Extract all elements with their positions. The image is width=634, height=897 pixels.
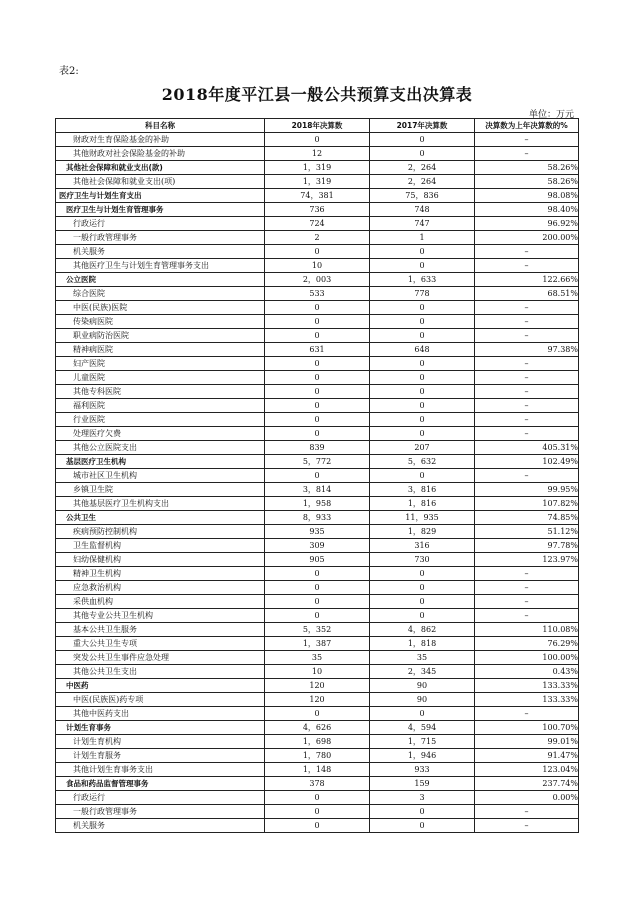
value-2018-cell: 2，003 bbox=[265, 273, 370, 287]
value-2018-cell: 935 bbox=[265, 525, 370, 539]
table-row bbox=[56, 721, 579, 735]
table-row bbox=[56, 231, 579, 245]
subject-cell: 公立医院 bbox=[56, 273, 265, 287]
table-row bbox=[56, 609, 579, 623]
ratio-cell: – bbox=[475, 385, 579, 399]
value-2018-cell: 0 bbox=[265, 427, 370, 441]
value-2018-cell: 3，814 bbox=[265, 483, 370, 497]
value-2018-cell: 1，319 bbox=[265, 175, 370, 189]
ratio-cell: – bbox=[475, 609, 579, 623]
subject-cell: 其他专业公共卫生机构 bbox=[56, 609, 265, 623]
value-2017-cell: 1，633 bbox=[370, 273, 475, 287]
ratio-cell: – bbox=[475, 259, 579, 273]
value-2018-cell: 4，626 bbox=[265, 721, 370, 735]
table-row bbox=[56, 357, 579, 371]
table-row bbox=[56, 623, 579, 637]
subject-cell: 财政对生育保险基金的补助 bbox=[56, 133, 265, 147]
value-2017-cell: 75，836 bbox=[370, 189, 475, 203]
ratio-cell: 200.00% bbox=[475, 231, 579, 245]
value-2018-cell: 309 bbox=[265, 539, 370, 553]
value-2017-cell: 90 bbox=[370, 679, 475, 693]
ratio-cell: 96.92% bbox=[475, 217, 579, 231]
ratio-cell: 99.01% bbox=[475, 735, 579, 749]
value-2017-cell: 0 bbox=[370, 567, 475, 581]
table-row bbox=[56, 147, 579, 161]
value-2018-cell: 0 bbox=[265, 595, 370, 609]
value-2017-cell: 5，632 bbox=[370, 455, 475, 469]
table-row bbox=[56, 749, 579, 763]
table-row bbox=[56, 287, 579, 301]
ratio-cell: 123.97% bbox=[475, 553, 579, 567]
value-2018-cell: 10 bbox=[265, 259, 370, 273]
value-2017-cell: 0 bbox=[370, 399, 475, 413]
subject-cell: 一般行政管理事务 bbox=[56, 231, 265, 245]
subject-cell: 机关服务 bbox=[56, 819, 265, 833]
subject-cell: 重大公共卫生专项 bbox=[56, 637, 265, 651]
value-2017-cell: 0 bbox=[370, 609, 475, 623]
subject-cell: 其他中医药支出 bbox=[56, 707, 265, 721]
value-2017-cell: 0 bbox=[370, 595, 475, 609]
table-row bbox=[56, 665, 579, 679]
subject-cell: 基本公共卫生服务 bbox=[56, 623, 265, 637]
subject-cell: 应急救治机构 bbox=[56, 581, 265, 595]
ratio-cell: – bbox=[475, 469, 579, 483]
header-row bbox=[56, 119, 579, 133]
table-row bbox=[56, 679, 579, 693]
ratio-cell: 97.38% bbox=[475, 343, 579, 357]
value-2017-cell: 11，935 bbox=[370, 511, 475, 525]
value-2018-cell: 0 bbox=[265, 581, 370, 595]
ratio-cell: 0.00% bbox=[475, 791, 579, 805]
table-row bbox=[56, 693, 579, 707]
subject-cell: 食品和药品监督管理事务 bbox=[56, 777, 265, 791]
ratio-cell: – bbox=[475, 371, 579, 385]
ratio-cell: – bbox=[475, 805, 579, 819]
value-2017-cell: 159 bbox=[370, 777, 475, 791]
subject-cell: 精神卫生机构 bbox=[56, 567, 265, 581]
ratio-cell: 122.66% bbox=[475, 273, 579, 287]
header-subject: 科目名称 bbox=[56, 119, 265, 133]
value-2017-cell: 0 bbox=[370, 581, 475, 595]
subject-cell: 城市社区卫生机构 bbox=[56, 469, 265, 483]
value-2018-cell: 1，148 bbox=[265, 763, 370, 777]
value-2018-cell: 0 bbox=[265, 567, 370, 581]
table-row bbox=[56, 539, 579, 553]
table-row bbox=[56, 469, 579, 483]
ratio-cell: – bbox=[475, 413, 579, 427]
table-row bbox=[56, 511, 579, 525]
subject-cell: 职业病防治医院 bbox=[56, 329, 265, 343]
subject-cell: 医疗卫生与计划生育支出 bbox=[56, 189, 265, 203]
value-2017-cell: 90 bbox=[370, 693, 475, 707]
subject-cell: 妇产医院 bbox=[56, 357, 265, 371]
value-2018-cell: 0 bbox=[265, 315, 370, 329]
value-2017-cell: 0 bbox=[370, 413, 475, 427]
table-body bbox=[56, 133, 579, 833]
table-row bbox=[56, 651, 579, 665]
ratio-cell: – bbox=[475, 147, 579, 161]
value-2017-cell: 933 bbox=[370, 763, 475, 777]
value-2017-cell: 1，829 bbox=[370, 525, 475, 539]
subject-cell: 行政运行 bbox=[56, 791, 265, 805]
ratio-cell: 76.29% bbox=[475, 637, 579, 651]
value-2017-cell: 0 bbox=[370, 133, 475, 147]
value-2017-cell: 4，862 bbox=[370, 623, 475, 637]
table-row bbox=[56, 553, 579, 567]
value-2017-cell: 0 bbox=[370, 245, 475, 259]
value-2018-cell: 724 bbox=[265, 217, 370, 231]
ratio-cell: – bbox=[475, 329, 579, 343]
value-2017-cell: 0 bbox=[370, 371, 475, 385]
ratio-cell: – bbox=[475, 301, 579, 315]
table-row bbox=[56, 273, 579, 287]
value-2017-cell: 1，816 bbox=[370, 497, 475, 511]
value-2018-cell: 0 bbox=[265, 805, 370, 819]
value-2018-cell: 0 bbox=[265, 301, 370, 315]
table-row bbox=[56, 189, 579, 203]
table-row bbox=[56, 343, 579, 357]
subject-cell: 采供血机构 bbox=[56, 595, 265, 609]
value-2018-cell: 0 bbox=[265, 385, 370, 399]
subject-cell: 公共卫生 bbox=[56, 511, 265, 525]
table-row bbox=[56, 525, 579, 539]
table-row bbox=[56, 805, 579, 819]
table-row bbox=[56, 763, 579, 777]
value-2017-cell: 1，818 bbox=[370, 637, 475, 651]
value-2018-cell: 5，772 bbox=[265, 455, 370, 469]
table-row bbox=[56, 175, 579, 189]
subject-cell: 计划生育服务 bbox=[56, 749, 265, 763]
table-row bbox=[56, 581, 579, 595]
value-2017-cell: 3 bbox=[370, 791, 475, 805]
table-row bbox=[56, 567, 579, 581]
header-2017: 2017年决算数 bbox=[370, 119, 475, 133]
subject-cell: 其他计划生育事务支出 bbox=[56, 763, 265, 777]
table-row bbox=[56, 259, 579, 273]
ratio-cell: – bbox=[475, 567, 579, 581]
ratio-cell: 98.08% bbox=[475, 189, 579, 203]
subject-cell: 卫生监督机构 bbox=[56, 539, 265, 553]
value-2018-cell: 533 bbox=[265, 287, 370, 301]
subject-cell: 其他医疗卫生与计划生育管理事务支出 bbox=[56, 259, 265, 273]
ratio-cell: 237.74% bbox=[475, 777, 579, 791]
value-2018-cell: 74，381 bbox=[265, 189, 370, 203]
subject-cell: 计划生育机构 bbox=[56, 735, 265, 749]
value-2018-cell: 0 bbox=[265, 371, 370, 385]
table-row bbox=[56, 777, 579, 791]
subject-cell: 行政运行 bbox=[56, 217, 265, 231]
value-2018-cell: 0 bbox=[265, 245, 370, 259]
table-row bbox=[56, 329, 579, 343]
table-row bbox=[56, 217, 579, 231]
subject-cell: 行业医院 bbox=[56, 413, 265, 427]
header-2018: 2018年决算数 bbox=[265, 119, 370, 133]
ratio-cell: – bbox=[475, 357, 579, 371]
table-row bbox=[56, 133, 579, 147]
ratio-cell: – bbox=[475, 399, 579, 413]
subject-cell: 其他专科医院 bbox=[56, 385, 265, 399]
table-row bbox=[56, 385, 579, 399]
value-2018-cell: 0 bbox=[265, 469, 370, 483]
value-2017-cell: 0 bbox=[370, 805, 475, 819]
ratio-cell: 0.43% bbox=[475, 665, 579, 679]
value-2018-cell: 1，387 bbox=[265, 637, 370, 651]
table-row bbox=[56, 455, 579, 469]
subject-cell: 其他公共卫生支出 bbox=[56, 665, 265, 679]
ratio-cell: 123.04% bbox=[475, 763, 579, 777]
value-2018-cell: 905 bbox=[265, 553, 370, 567]
value-2018-cell: 736 bbox=[265, 203, 370, 217]
value-2018-cell: 35 bbox=[265, 651, 370, 665]
table-row bbox=[56, 371, 579, 385]
table-row bbox=[56, 819, 579, 833]
table-row bbox=[56, 161, 579, 175]
value-2017-cell: 0 bbox=[370, 427, 475, 441]
value-2017-cell: 2，264 bbox=[370, 161, 475, 175]
subject-cell: 中医(民族)医院 bbox=[56, 301, 265, 315]
ratio-cell: 74.85% bbox=[475, 511, 579, 525]
value-2018-cell: 378 bbox=[265, 777, 370, 791]
value-2017-cell: 1，946 bbox=[370, 749, 475, 763]
table-row bbox=[56, 413, 579, 427]
ratio-cell: 91.47% bbox=[475, 749, 579, 763]
ratio-cell: 110.08% bbox=[475, 623, 579, 637]
value-2018-cell: 120 bbox=[265, 679, 370, 693]
value-2017-cell: 748 bbox=[370, 203, 475, 217]
table-row bbox=[56, 735, 579, 749]
ratio-cell: 100.70% bbox=[475, 721, 579, 735]
value-2018-cell: 631 bbox=[265, 343, 370, 357]
table-row bbox=[56, 595, 579, 609]
table-row bbox=[56, 301, 579, 315]
value-2018-cell: 8，933 bbox=[265, 511, 370, 525]
subject-cell: 精神病医院 bbox=[56, 343, 265, 357]
value-2018-cell: 0 bbox=[265, 399, 370, 413]
ratio-cell: 107.82% bbox=[475, 497, 579, 511]
value-2017-cell: 1，715 bbox=[370, 735, 475, 749]
subject-cell: 计划生育事务 bbox=[56, 721, 265, 735]
value-2018-cell: 1，319 bbox=[265, 161, 370, 175]
ratio-cell: 99.95% bbox=[475, 483, 579, 497]
ratio-cell: 51.12% bbox=[475, 525, 579, 539]
ratio-cell: – bbox=[475, 315, 579, 329]
ratio-cell: – bbox=[475, 595, 579, 609]
value-2017-cell: 2，264 bbox=[370, 175, 475, 189]
table-row bbox=[56, 707, 579, 721]
subject-cell: 处理医疗欠费 bbox=[56, 427, 265, 441]
subject-cell: 其他财政对社会保险基金的补助 bbox=[56, 147, 265, 161]
subject-cell: 基层医疗卫生机构 bbox=[56, 455, 265, 469]
table-row bbox=[56, 203, 579, 217]
ratio-cell: 133.33% bbox=[475, 679, 579, 693]
ratio-cell: 102.49% bbox=[475, 455, 579, 469]
value-2017-cell: 0 bbox=[370, 385, 475, 399]
subject-cell: 一般行政管理事务 bbox=[56, 805, 265, 819]
value-2018-cell: 839 bbox=[265, 441, 370, 455]
budget-table bbox=[55, 118, 579, 833]
subject-cell: 中医药 bbox=[56, 679, 265, 693]
ratio-cell: 68.51% bbox=[475, 287, 579, 301]
value-2018-cell: 1，780 bbox=[265, 749, 370, 763]
subject-cell: 突发公共卫生事件应急处理 bbox=[56, 651, 265, 665]
table-label: 表2: bbox=[59, 66, 79, 77]
value-2017-cell: 0 bbox=[370, 259, 475, 273]
subject-cell: 福利医院 bbox=[56, 399, 265, 413]
ratio-cell: 133.33% bbox=[475, 693, 579, 707]
value-2018-cell: 0 bbox=[265, 609, 370, 623]
value-2017-cell: 35 bbox=[370, 651, 475, 665]
value-2018-cell: 5，352 bbox=[265, 623, 370, 637]
value-2018-cell: 0 bbox=[265, 791, 370, 805]
ratio-cell: – bbox=[475, 133, 579, 147]
value-2017-cell: 0 bbox=[370, 329, 475, 343]
ratio-cell: – bbox=[475, 707, 579, 721]
value-2017-cell: 778 bbox=[370, 287, 475, 301]
table-row bbox=[56, 483, 579, 497]
value-2018-cell: 0 bbox=[265, 133, 370, 147]
value-2017-cell: 4，594 bbox=[370, 721, 475, 735]
ratio-cell: 58.26% bbox=[475, 161, 579, 175]
header-ratio: 决算数为上年决算数的% bbox=[475, 119, 579, 133]
subject-cell: 医疗卫生与计划生育管理事务 bbox=[56, 203, 265, 217]
value-2017-cell: 0 bbox=[370, 469, 475, 483]
value-2017-cell: 0 bbox=[370, 819, 475, 833]
table-row bbox=[56, 245, 579, 259]
value-2017-cell: 2，345 bbox=[370, 665, 475, 679]
table-row bbox=[56, 427, 579, 441]
table-row bbox=[56, 315, 579, 329]
value-2017-cell: 0 bbox=[370, 357, 475, 371]
subject-cell: 传染病医院 bbox=[56, 315, 265, 329]
subject-cell: 其他社会保障和就业支出(项) bbox=[56, 175, 265, 189]
value-2018-cell: 0 bbox=[265, 413, 370, 427]
table-row bbox=[56, 497, 579, 511]
table-row bbox=[56, 791, 579, 805]
subject-cell: 中医(民族医)药专项 bbox=[56, 693, 265, 707]
document-title: 2018年度平江县一般公共预算支出决算表 bbox=[161, 85, 473, 104]
subject-cell: 疾病预防控制机构 bbox=[56, 525, 265, 539]
value-2017-cell: 0 bbox=[370, 147, 475, 161]
value-2018-cell: 120 bbox=[265, 693, 370, 707]
subject-cell: 儿童医院 bbox=[56, 371, 265, 385]
subject-cell: 妇幼保健机构 bbox=[56, 553, 265, 567]
value-2017-cell: 0 bbox=[370, 315, 475, 329]
value-2017-cell: 0 bbox=[370, 301, 475, 315]
value-2018-cell: 2 bbox=[265, 231, 370, 245]
value-2017-cell: 0 bbox=[370, 707, 475, 721]
ratio-cell: – bbox=[475, 245, 579, 259]
subject-cell: 其他公立医院支出 bbox=[56, 441, 265, 455]
ratio-cell: – bbox=[475, 819, 579, 833]
value-2018-cell: 0 bbox=[265, 329, 370, 343]
ratio-cell: – bbox=[475, 581, 579, 595]
value-2017-cell: 316 bbox=[370, 539, 475, 553]
subject-cell: 其他基层医疗卫生机构支出 bbox=[56, 497, 265, 511]
table-row bbox=[56, 399, 579, 413]
table-row bbox=[56, 637, 579, 651]
table-row bbox=[56, 441, 579, 455]
subject-cell: 其他社会保障和就业支出(款) bbox=[56, 161, 265, 175]
ratio-cell: 97.78% bbox=[475, 539, 579, 553]
unit-label: 单位：万元 bbox=[528, 110, 574, 120]
value-2018-cell: 10 bbox=[265, 665, 370, 679]
subject-cell: 机关服务 bbox=[56, 245, 265, 259]
value-2018-cell: 12 bbox=[265, 147, 370, 161]
ratio-cell: 100.00% bbox=[475, 651, 579, 665]
value-2017-cell: 3，816 bbox=[370, 483, 475, 497]
value-2018-cell: 1，698 bbox=[265, 735, 370, 749]
value-2017-cell: 648 bbox=[370, 343, 475, 357]
value-2018-cell: 0 bbox=[265, 357, 370, 371]
subject-cell: 综合医院 bbox=[56, 287, 265, 301]
value-2017-cell: 1 bbox=[370, 231, 475, 245]
subject-cell: 乡镇卫生院 bbox=[56, 483, 265, 497]
value-2017-cell: 730 bbox=[370, 553, 475, 567]
value-2017-cell: 207 bbox=[370, 441, 475, 455]
ratio-cell: 58.26% bbox=[475, 175, 579, 189]
value-2018-cell: 0 bbox=[265, 819, 370, 833]
ratio-cell: – bbox=[475, 427, 579, 441]
value-2018-cell: 1，958 bbox=[265, 497, 370, 511]
value-2018-cell: 0 bbox=[265, 707, 370, 721]
ratio-cell: 405.31% bbox=[475, 441, 579, 455]
ratio-cell: 98.40% bbox=[475, 203, 579, 217]
value-2017-cell: 747 bbox=[370, 217, 475, 231]
